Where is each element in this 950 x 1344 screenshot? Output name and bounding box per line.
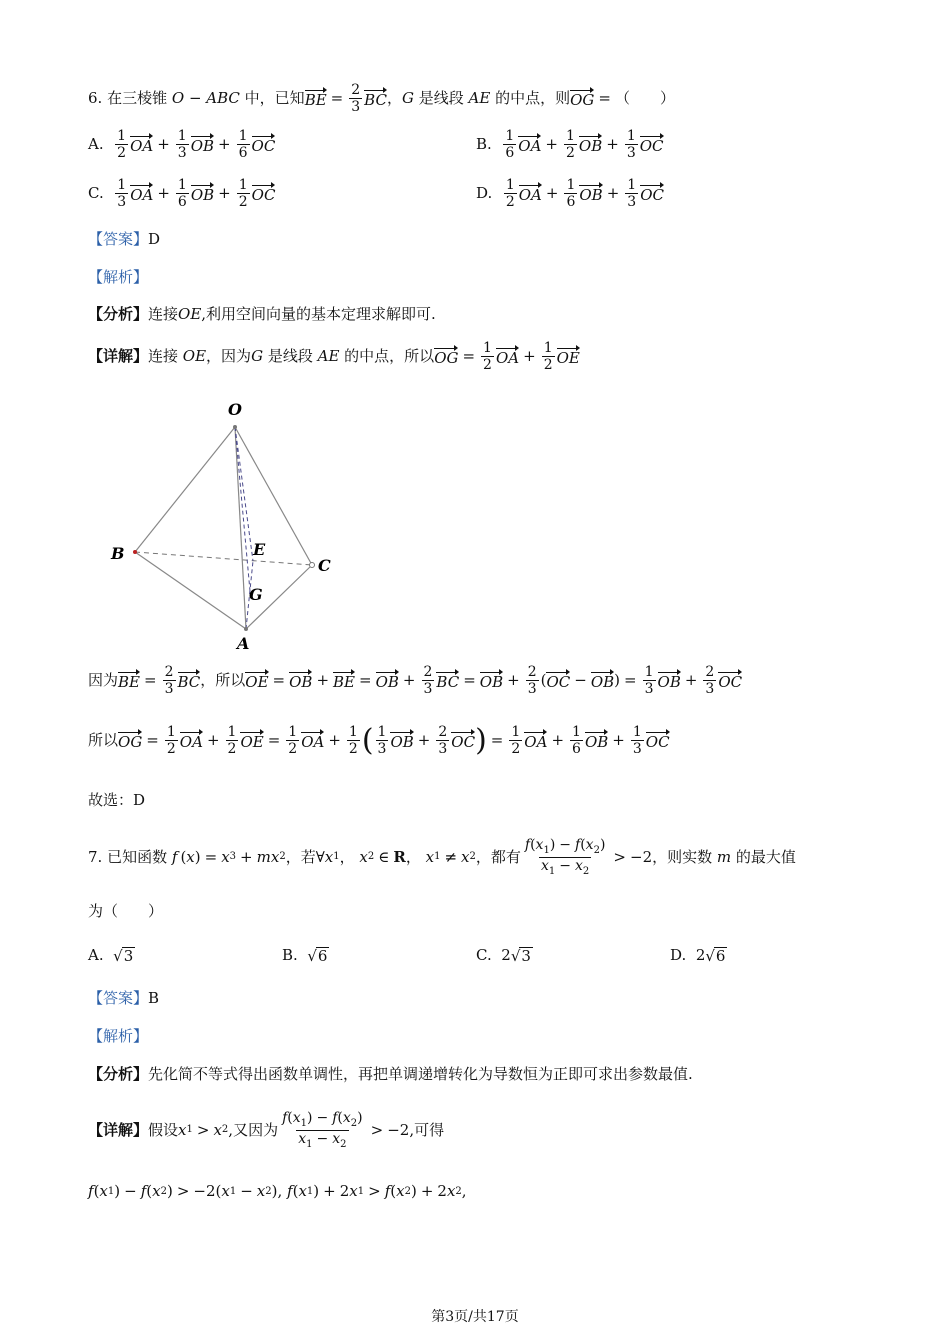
label-o: O [228, 400, 242, 419]
sqrt-symbol: √ 6 [705, 947, 726, 965]
option-label: B. [282, 946, 298, 964]
q6-option-a[interactable]: A. $\frac{1}{2}$ OA + $\frac{1}{3}$ OB + $\frac{1}{6}$ OC [88, 128, 276, 162]
q6-conclusion [88, 793, 145, 808]
answer-value: B [148, 989, 160, 1007]
q7-stem: 7. 已知函数 f ( x ) = x 3 + mx 2 ，若 ∀ x 1 ， x 2 ∈ R ， x 1 ≠ x 2 ，都有 $\frac{f(x_1) - f(x_2)}{x_1 - x_2}$ > −2 ，则实数 m 的最大值 [88, 837, 796, 877]
sqrt-symbol: √ 3 [113, 947, 134, 965]
analysis-tag: 【解析】 [88, 1027, 149, 1045]
option-label: B. [476, 135, 492, 154]
q7-analysis-tag [88, 1029, 148, 1044]
option-label: C. [476, 946, 492, 964]
q7-option-b[interactable] [282, 947, 329, 964]
q6-stem-text: 是线段 [418, 89, 464, 108]
option-radicand: 3 [123, 947, 134, 965]
detail-text: ,可得 [409, 1120, 445, 1139]
q6-option-d[interactable]: D. $\frac{1}{2}$ OA + $\frac{1}{6}$ OB + $\frac{1}{3}$ OC [476, 177, 664, 211]
q6-stem-text: 在三棱锥 [107, 89, 168, 108]
q6-stem-text: 中，已知 [244, 89, 305, 108]
q6-paren: （ ） [614, 89, 675, 108]
answer-value: D [148, 230, 161, 248]
point-a [244, 627, 248, 631]
q7-answer [88, 991, 159, 1006]
label-a: A [237, 634, 250, 653]
q7-stem-text: 已知函数 [107, 847, 168, 866]
derivation-text: 所以 [88, 731, 119, 750]
q7-option-d[interactable] [670, 947, 727, 964]
edge-oc [235, 427, 312, 565]
q6-detail: 【详解】 连接 OE ，因为 G 是线段 AE 的中点，所以 OG = $\frac{1}{2}$ OA + $\frac{1}{2}$ OE [88, 340, 580, 374]
analysis-tag: 【解析】 [88, 268, 149, 286]
detail-tag: 【详解】 [88, 347, 149, 366]
option-radicand: 6 [715, 947, 726, 965]
q7-fenxi [88, 1067, 693, 1082]
detail-text: 是线段 [267, 347, 313, 366]
sqrt-symbol: √ 6 [307, 947, 328, 965]
q7-stem-text: ，若 [285, 847, 316, 866]
option-label: D. [670, 946, 687, 964]
point-o [233, 425, 237, 429]
label-e: E [253, 540, 266, 559]
q6-stem-text: 的中点，则 [495, 89, 571, 108]
q7-stem-cont [88, 904, 163, 919]
option-coef: 2 [695, 946, 706, 964]
q6-fenxi: 【分析】 连接 OE ,利用空间向量的基本定理求解即可. [88, 305, 436, 323]
q6-stem-text: ， [386, 89, 402, 108]
q7-option-c[interactable] [476, 947, 533, 964]
option-label: A. [88, 946, 104, 964]
q6-option-b[interactable]: B. $\frac{1}{6}$ OA + $\frac{1}{2}$ OB + $\frac{1}{3}$ OC [476, 128, 664, 162]
point-b [133, 550, 137, 554]
edge-bc-hidden [135, 552, 312, 565]
label-g: G [249, 585, 263, 604]
q6-stem: 6. 在三棱锥 O − ABC 中，已知 BE = $\frac{2}{3}$ BC ， G 是线段 AE 的中点，则 OG = （ ） [88, 82, 675, 116]
detail-text: 假设 [148, 1120, 179, 1139]
option-label: D. [476, 184, 493, 203]
q7-derivation: f ( x 1 ) − f ( x 2 ) > −2( x 1 − x 2 ), f ( x 1 ) + 2 x 1 > f ( x 2 ) + 2 x 2 , [88, 1182, 467, 1200]
q7-stem-text: ，则实数 [652, 847, 713, 866]
edge-ob [135, 427, 235, 552]
q7-stem-text: ， [339, 847, 355, 866]
detail-text: ，因为 [206, 347, 252, 366]
q6-analysis-tag [88, 270, 148, 285]
q7-number: 7. [88, 847, 103, 866]
q7-stem-text: ，都有 [475, 847, 521, 866]
option-coef: 2 [501, 946, 511, 964]
detail-text: 连接 [148, 347, 179, 366]
answer-tag: 【答案】 [88, 989, 149, 1007]
sqrt-symbol: √ 3 [510, 947, 531, 965]
label-b: B [111, 544, 125, 563]
detail-tag: 【详解】 [88, 1120, 149, 1139]
derivation-text: ，所以 [200, 671, 246, 690]
q7-option-a[interactable] [88, 947, 135, 964]
fenxi-text: ,利用空间向量的基本定理求解即可. [201, 305, 436, 323]
edge-ab [135, 552, 246, 629]
fenxi-tag: 【分析】 [88, 1065, 149, 1083]
answer-tag: 【答案】 [88, 230, 149, 248]
fenxi-tag: 【分析】 [88, 305, 149, 323]
detail-text: ,又因为 [228, 1120, 279, 1139]
label-c: C [318, 556, 331, 575]
q7-detail: 【详解】 假设 x 1 > x 2 ,又因为 $\frac{f(x_1) - f(x_2)}{x_1 - x_2}$ > −2 ,可得 [88, 1110, 445, 1150]
page-footer: 第3页/共17页 [431, 1309, 519, 1325]
fenxi-text: 先化简不等式得出函数单调性，再把单调递增转化为导数恒为正即可求出参数最值. [148, 1065, 693, 1083]
point-c [310, 563, 315, 568]
option-label: C. [88, 184, 104, 203]
q6-number: 6. [88, 89, 103, 108]
q7-stem-text: 的最大值 [735, 847, 796, 866]
derivation-text: 因为 [88, 671, 119, 690]
option-radicand: 6 [317, 947, 328, 965]
q6-answer [88, 232, 160, 247]
option-label: A. [88, 135, 104, 154]
q6-derivation-1: 因为 BE = $\frac{2}{3}$ BC ，所以 OE = OB + BE = OB + $\frac{2}{3}$ BC = OB + $\frac{2}{3}$ ( OC − OB ) = $\frac{1}{3}$ OB + $\frac{2}{3}$ OC [88, 664, 743, 698]
q6-derivation-2: 所以 OG = $\frac{1}{2}$ OA + $\frac{1}{2}$ OE = $\frac{1}{2}$ OA + $\frac{1}{2}$ ( $\frac{1}{3}$ OB + $\frac{2}{3}$ OC ) = $\frac{1}{2}$ OA + $\frac{1}{6}$ OB + $\frac{1}{3}$ OC [88, 722, 670, 758]
option-radicand: 3 [521, 947, 531, 965]
detail-text: 的中点，所以 [344, 347, 435, 366]
fenxi-text: 连接 [148, 305, 179, 323]
q7-stem-text: 为（ ） [88, 902, 164, 920]
q6-option-c[interactable]: C. $\frac{1}{3}$ OA + $\frac{1}{6}$ OB + $\frac{1}{2}$ OC [88, 177, 276, 211]
tetrahedron-figure [100, 395, 350, 655]
segment-oe [235, 427, 253, 561]
conclusion-text: 故选：D [88, 791, 146, 809]
